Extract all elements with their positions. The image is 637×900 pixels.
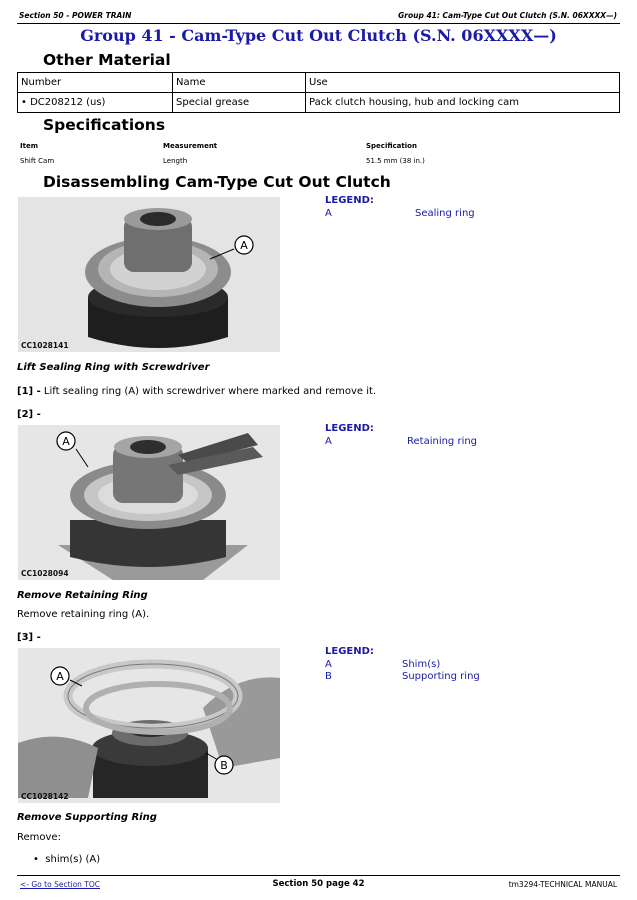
callout-label: A xyxy=(56,670,64,683)
spec-col-measurement: Measurement xyxy=(163,142,218,150)
table-cell: Special grease xyxy=(173,93,306,113)
step-caption: Remove Retaining Ring xyxy=(17,590,148,601)
spec-cell: Shift Cam xyxy=(20,157,55,165)
step-caption: Remove Supporting Ring xyxy=(17,812,157,823)
clutch-illustration xyxy=(18,648,280,803)
step-text: Remove: xyxy=(17,832,61,843)
clutch-illustration xyxy=(18,197,280,352)
list-item: • shim(s) (A) xyxy=(33,854,101,865)
step-text xyxy=(17,386,376,397)
photo-retaining-ring xyxy=(18,425,280,580)
other-material-table xyxy=(17,72,620,113)
table-cell: • DC208212 (us) xyxy=(18,93,173,113)
manual-id: tm3294-TECHNICAL MANUAL xyxy=(508,880,617,889)
callout-label: A xyxy=(62,435,70,448)
legend-title: LEGEND: xyxy=(325,195,374,206)
spec-cell: 51.5 mm (38 in.) xyxy=(366,157,425,165)
table-header-cell: Use xyxy=(306,73,620,93)
legend-key: A xyxy=(325,659,332,670)
table-cell: Pack clutch housing, hub and locking cam xyxy=(306,93,620,113)
step-label: [1] - xyxy=(17,386,41,397)
page-number: Section 50 page 42 xyxy=(272,879,365,889)
photo-code: CC1028094 xyxy=(21,569,69,578)
other-material-heading: Other Material xyxy=(43,51,171,69)
header-divider xyxy=(17,23,620,24)
photo-sealing-ring xyxy=(18,197,280,352)
callout-label: A xyxy=(240,239,248,252)
specifications-heading: Specifications xyxy=(43,116,166,134)
spec-cell: Length xyxy=(163,157,188,165)
table-row xyxy=(18,93,620,113)
photo-code: CC1028142 xyxy=(21,792,69,801)
step-caption: Lift Sealing Ring with Screwdriver xyxy=(17,362,210,373)
photo-supporting-ring xyxy=(18,648,280,803)
legend-key: A xyxy=(325,436,332,447)
spec-col-item: Item xyxy=(20,142,38,150)
step-text: Remove retaining ring (A). xyxy=(17,609,150,620)
legend-title: LEGEND: xyxy=(325,423,374,434)
list-item-text: shim(s) (A) xyxy=(45,854,101,865)
toc-link[interactable]: <- Go to Section TOC xyxy=(20,880,101,889)
legend-value: Retaining ring xyxy=(407,436,478,447)
step-label: [3] - xyxy=(17,632,41,643)
callout-label: B xyxy=(220,759,228,772)
table-header-cell: Name xyxy=(173,73,306,93)
footer-divider xyxy=(17,875,620,876)
header-group: Group 41: Cam-Type Cut Out Clutch (S.N. 06XXXX—) xyxy=(398,11,617,20)
table-header-cell: Number xyxy=(18,73,173,93)
legend-key: A xyxy=(325,208,332,219)
legend-title: LEGEND: xyxy=(325,646,374,657)
disassembling-heading: Disassembling Cam-Type Cut Out Clutch xyxy=(43,173,391,191)
legend-value: Sealing ring xyxy=(415,208,475,219)
step-instruction: Lift sealing ring (A) with screwdriver where marked and remove it. xyxy=(43,386,377,397)
step-label: [2] - xyxy=(17,409,41,420)
page-title: Group 41 - Cam-Type Cut Out Clutch (S.N. 06XXXX—) xyxy=(80,26,557,45)
spec-col-specification: Specification xyxy=(366,142,417,150)
photo-code: CC1028141 xyxy=(21,341,69,350)
clutch-illustration xyxy=(18,425,280,580)
header-section: Section 50 - POWER TRAIN xyxy=(19,11,132,20)
legend-value: Shim(s) xyxy=(402,659,441,670)
table-header-row xyxy=(18,73,620,93)
legend-value: Supporting ring xyxy=(402,671,480,682)
legend-key: B xyxy=(325,671,332,682)
